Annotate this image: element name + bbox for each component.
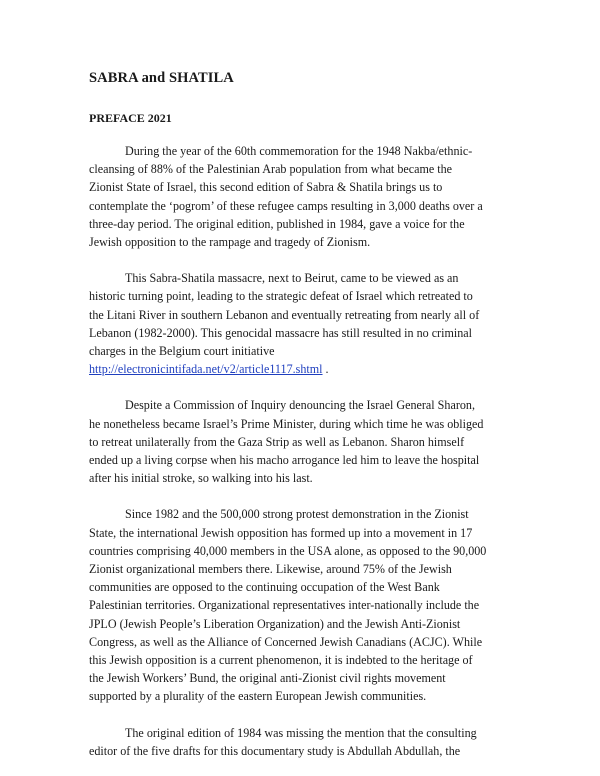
paragraph-4 — [89, 505, 514, 705]
paragraph-line: The original edition of 1984 was missing the mention that the consulting — [125, 725, 477, 740]
paragraph-line: he nonetheless became Israel’s Prime Minister, during which time he was obliged — [89, 416, 484, 431]
paragraph-line: During the year of the 60th commemoration for the 1948 Nakba/ethnic- — [125, 144, 473, 158]
paragraph-3 — [89, 396, 514, 487]
paragraph-5 — [89, 724, 514, 760]
paragraph-line: This Sabra-Shatila massacre, next to Beirut, came to be viewed as an — [125, 271, 459, 286]
paragraph-line: State, the international Jewish opposition has formed up into a movement in 17 — [89, 525, 473, 540]
paragraph-line: Despite a Commission of Inquiry denouncing the Israel General Sharon, — [125, 398, 475, 413]
paragraph-line: editor of the five drafts for this documentary study is Abdullah Abdullah, the — [89, 743, 461, 758]
paragraph-line: Lebanon (1982-2000). This genocidal massacre has still resulted in no criminal — [89, 325, 472, 340]
article-link[interactable]: http://electronicintifada.net/v2/article1117.shtml — [89, 362, 323, 377]
document-page — [89, 70, 514, 760]
paragraph-line: contemplate the ‘pogrom’ of these refugee camps resulting in 3,000 deaths over a — [89, 198, 483, 213]
paragraph-line: Palestinian territories. Organizational representatives inter-nationally include the — [89, 598, 480, 613]
paragraph-line: Since 1982 and the 500,000 strong protest demonstration in the Zionist — [125, 507, 469, 522]
paragraph-line: ended up a living corpse when his macho arrogance led him to leave the hospital — [89, 453, 480, 468]
paragraph-line: Congress, as well as the Alliance of Concerned Jewish Canadians (ACJC). While — [89, 634, 483, 649]
paragraph-line: Jewish opposition to the rampage and tragedy of Zionism. — [89, 235, 371, 250]
paragraph-line: the Jewish Workers’ Bund, the original anti-Zionist civil rights movement — [89, 671, 446, 686]
paragraph-line: Zionist organizational members there. Likewise, around 75% of the Jewish — [89, 562, 452, 577]
paragraph-line: Zionist State of Israel, this second edition of Sabra & Shatila brings us to — [89, 180, 443, 195]
link-suffix: . — [322, 362, 329, 377]
paragraph-line: countries comprising 40,000 members in the USA alone, as opposed to the 90,000 — [89, 543, 487, 558]
paragraph-line: JPLO (Jewish People’s Liberation Organization) and the Jewish Anti-Zionist — [89, 616, 461, 631]
paragraph-line: cleansing of 88% of the Palestinian Arab population from what became the — [89, 162, 453, 177]
paragraph-line: the Litani River in southern Lebanon and eventually retreating from nearly all of — [89, 307, 480, 322]
paragraph-line: communities are opposed to the continuing occupation of the West Bank — [89, 580, 440, 595]
paragraph-line: to retreat unilaterally from the Gaza Strip as well as Lebanon. Sharon himself — [89, 434, 465, 449]
paragraph-line: historic turning point, leading to the strategic defeat of Israel which retreated to — [89, 289, 473, 304]
paragraph-2 — [89, 269, 514, 378]
paragraph-line: this Jewish opposition is a current phenomenon, it is indebted to the heritage of — [89, 653, 473, 668]
paragraph-line: after his initial stroke, so walking into his last. — [89, 471, 313, 486]
paragraph-line: charges in the Belgium court initiative — [89, 344, 275, 359]
paragraph-line: supported by a plurality of the eastern European Jewish communities. — [89, 689, 427, 704]
document-title: SABRA and SHATILA — [89, 70, 234, 86]
preface-heading: PREFACE 2021 — [89, 111, 172, 125]
link-line — [89, 360, 514, 378]
paragraph-1 — [89, 142, 514, 251]
paragraph-line: three-day period. The original edition, published in 1984, gave a voice for the — [89, 216, 465, 231]
